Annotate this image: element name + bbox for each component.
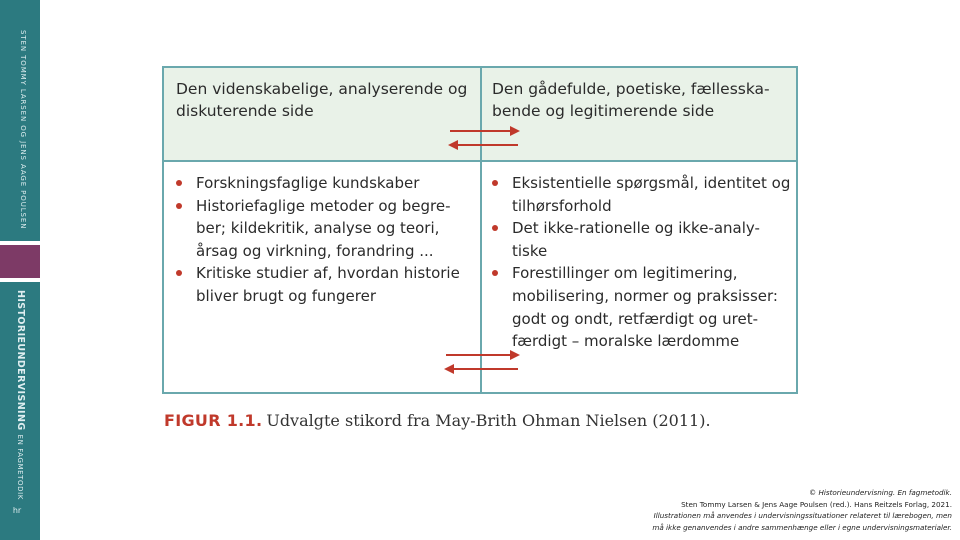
spine-authors: STEN TOMMY LARSEN OG JENS AAGE POULSEN [19, 30, 27, 230]
list-item: Forskningsfaglige kundskaber [176, 172, 472, 195]
credit-line-2: Sten Tommy Larsen & Jens Aage Poulsen (red.). Hans Reitzels Forlag, 2021. [681, 499, 952, 509]
spine-book-title [15, 290, 26, 500]
left-column-list [176, 172, 472, 308]
list-item: Eksistentielle spørgsmål, identitet og tilhørsforhold [492, 172, 792, 217]
double-arrow-icon-bottom [442, 348, 522, 378]
figure-table [162, 66, 798, 394]
double-arrow-icon-top [446, 124, 522, 154]
bullet-icon [492, 225, 498, 231]
publisher-logo-icon: hr [12, 506, 22, 515]
figure-caption [164, 411, 711, 430]
caption-text: Udvalgte stikord fra May-Brith Ohman Nielsen (2011). [266, 411, 711, 430]
book-title: HISTORIEUNDERVISNING [15, 290, 26, 431]
bullet-icon [492, 180, 498, 186]
list-item: Forestillinger om legitimering, mobilisering, normer og praksisser: godt og ondt, retfærdigt og uret-færdigt – moralske lærdomme [492, 262, 792, 352]
spine-accent-band [0, 245, 40, 278]
book-subtitle: EN FAGMETODIK [16, 434, 24, 500]
bullet-icon [176, 270, 182, 276]
copyright-notice [592, 487, 952, 533]
credit-line-4: må ikke genanvendes i andre sammenhænge eller i egne undervisningsmaterialer. [652, 522, 952, 532]
bullet-icon [492, 270, 498, 276]
figure-number: FIGUR 1.1. [164, 411, 263, 430]
list-item: Kritiske studier af, hvordan historie bliver brugt og fungerer [176, 262, 472, 307]
right-column-list [492, 172, 792, 353]
right-column-heading: Den gådefulde, poetiske, fællesska-bende og legitimerende side [492, 80, 770, 120]
list-item: Det ikke-rationelle og ikke-analy-tiske [492, 217, 792, 262]
list-item: Historiefaglige metoder og begre-ber; kildekritik, analyse og teori, årsag og virkning, forandring ... [176, 195, 472, 263]
left-column-heading: Den videnskabelige, analyserende og diskuterende side [176, 80, 468, 120]
column-divider [480, 68, 482, 392]
credit-line-3: Illustrationen må anvendes i undervisningssituationer relateret til lærebogen, men [653, 511, 952, 520]
book-spine [0, 0, 40, 540]
bullet-icon [176, 203, 182, 209]
credit-line-1: © Historieundervisning. En fagmetodik. [808, 488, 952, 497]
bullet-icon [176, 180, 182, 186]
